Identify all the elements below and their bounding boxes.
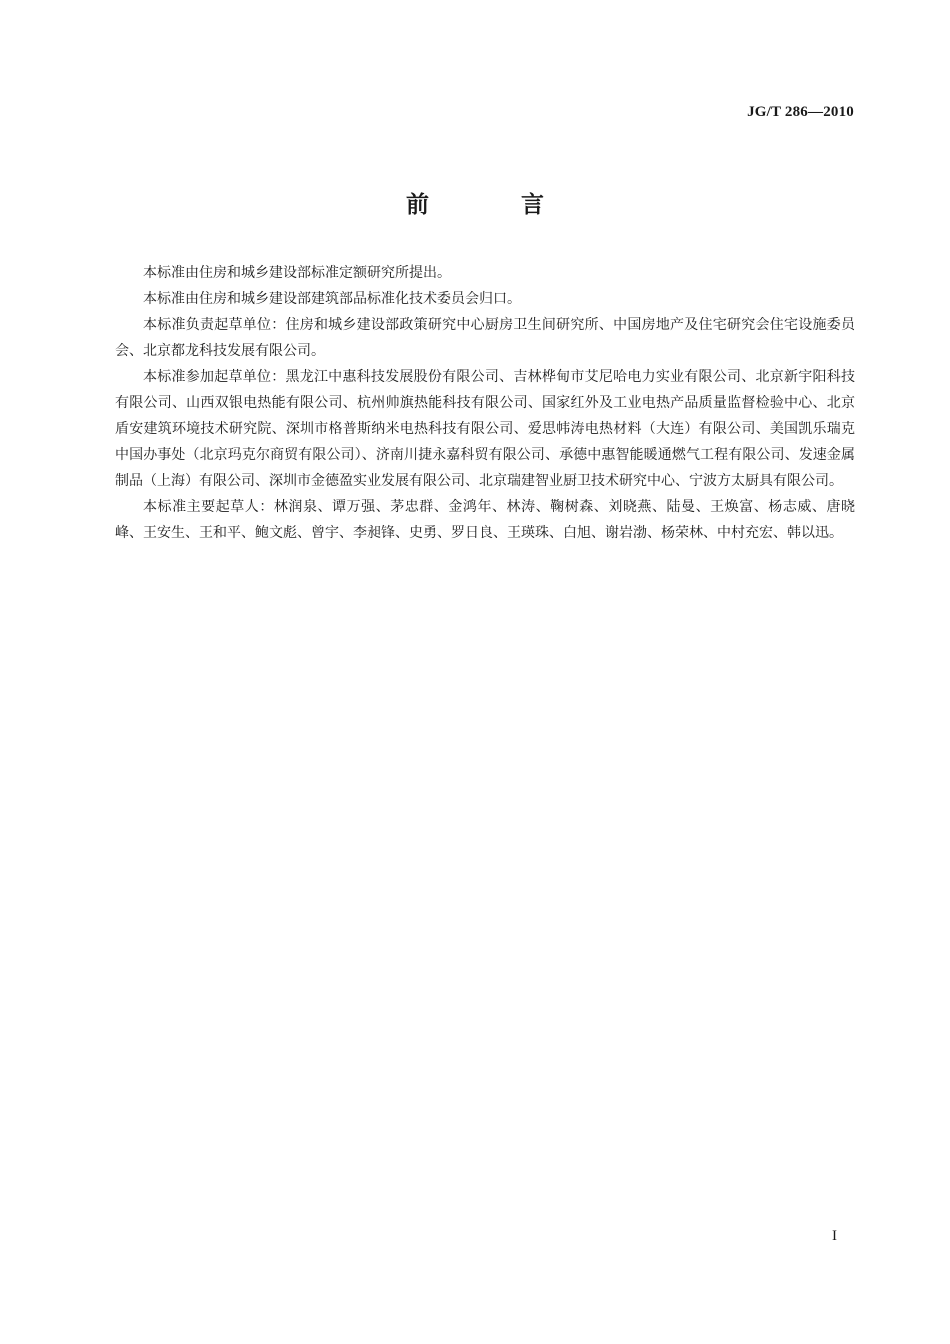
page-number: I	[832, 1228, 837, 1244]
paragraph-administrator: 本标准由住房和城乡建设部建筑部品标准化技术委员会归口。	[143, 291, 521, 307]
paragraph-participating-drafters: 本标准参加起草单位：黑龙江中惠科技发展股份有限公司、吉林桦甸市艾尼哈电力实业有限公司、北京新宇阳科技有限公司、山西双银电热能有限公司、杭州帅旗热能科技有限公司、国家红外及工业电热产品质量监督检验中心、北京盾安建筑环境技术研究院、深圳市格普斯纳米电热科技有限公司、爱思帏涛电热材料（大连）有限公司、美国凯乐瑞克中国办事处（北京玛克尔商贸有限公司）、济南川捷永嘉科贸有限公司、承德中惠智能暖通燃气工程有限公司、发速金属制品（上海）有限公司、深圳市金德盈实业发展有限公司、北京瑞建智业厨卫技术研究中心、宁波方太厨具有限公司。	[115, 369, 855, 489]
paragraph-proposer: 本标准由住房和城乡建设部标准定额研究所提出。	[143, 265, 451, 281]
paragraph-lead-drafters: 本标准负责起草单位：住房和城乡建设部政策研究中心厨房卫生间研究所、中国房地产及住宅研究会住宅设施委员会、北京都龙科技发展有限公司。	[115, 317, 855, 359]
paragraph-main-drafters: 本标准主要起草人：林润泉、谭万强、茅忠群、金鸿年、林涛、鞠树森、刘晓燕、陆曼、王焕富、杨志威、唐晓峰、王安生、王和平、鲍文彪、曾宇、李昶锋、史勇、罗日良、王瑛珠、白旭、谢岩渤、杨荣林、中村充宏、韩以迅。	[115, 499, 855, 541]
standard-code: JG/T 286—2010	[747, 104, 854, 120]
page-title: 前 言	[405, 192, 586, 218]
foreword-body	[115, 260, 855, 546]
